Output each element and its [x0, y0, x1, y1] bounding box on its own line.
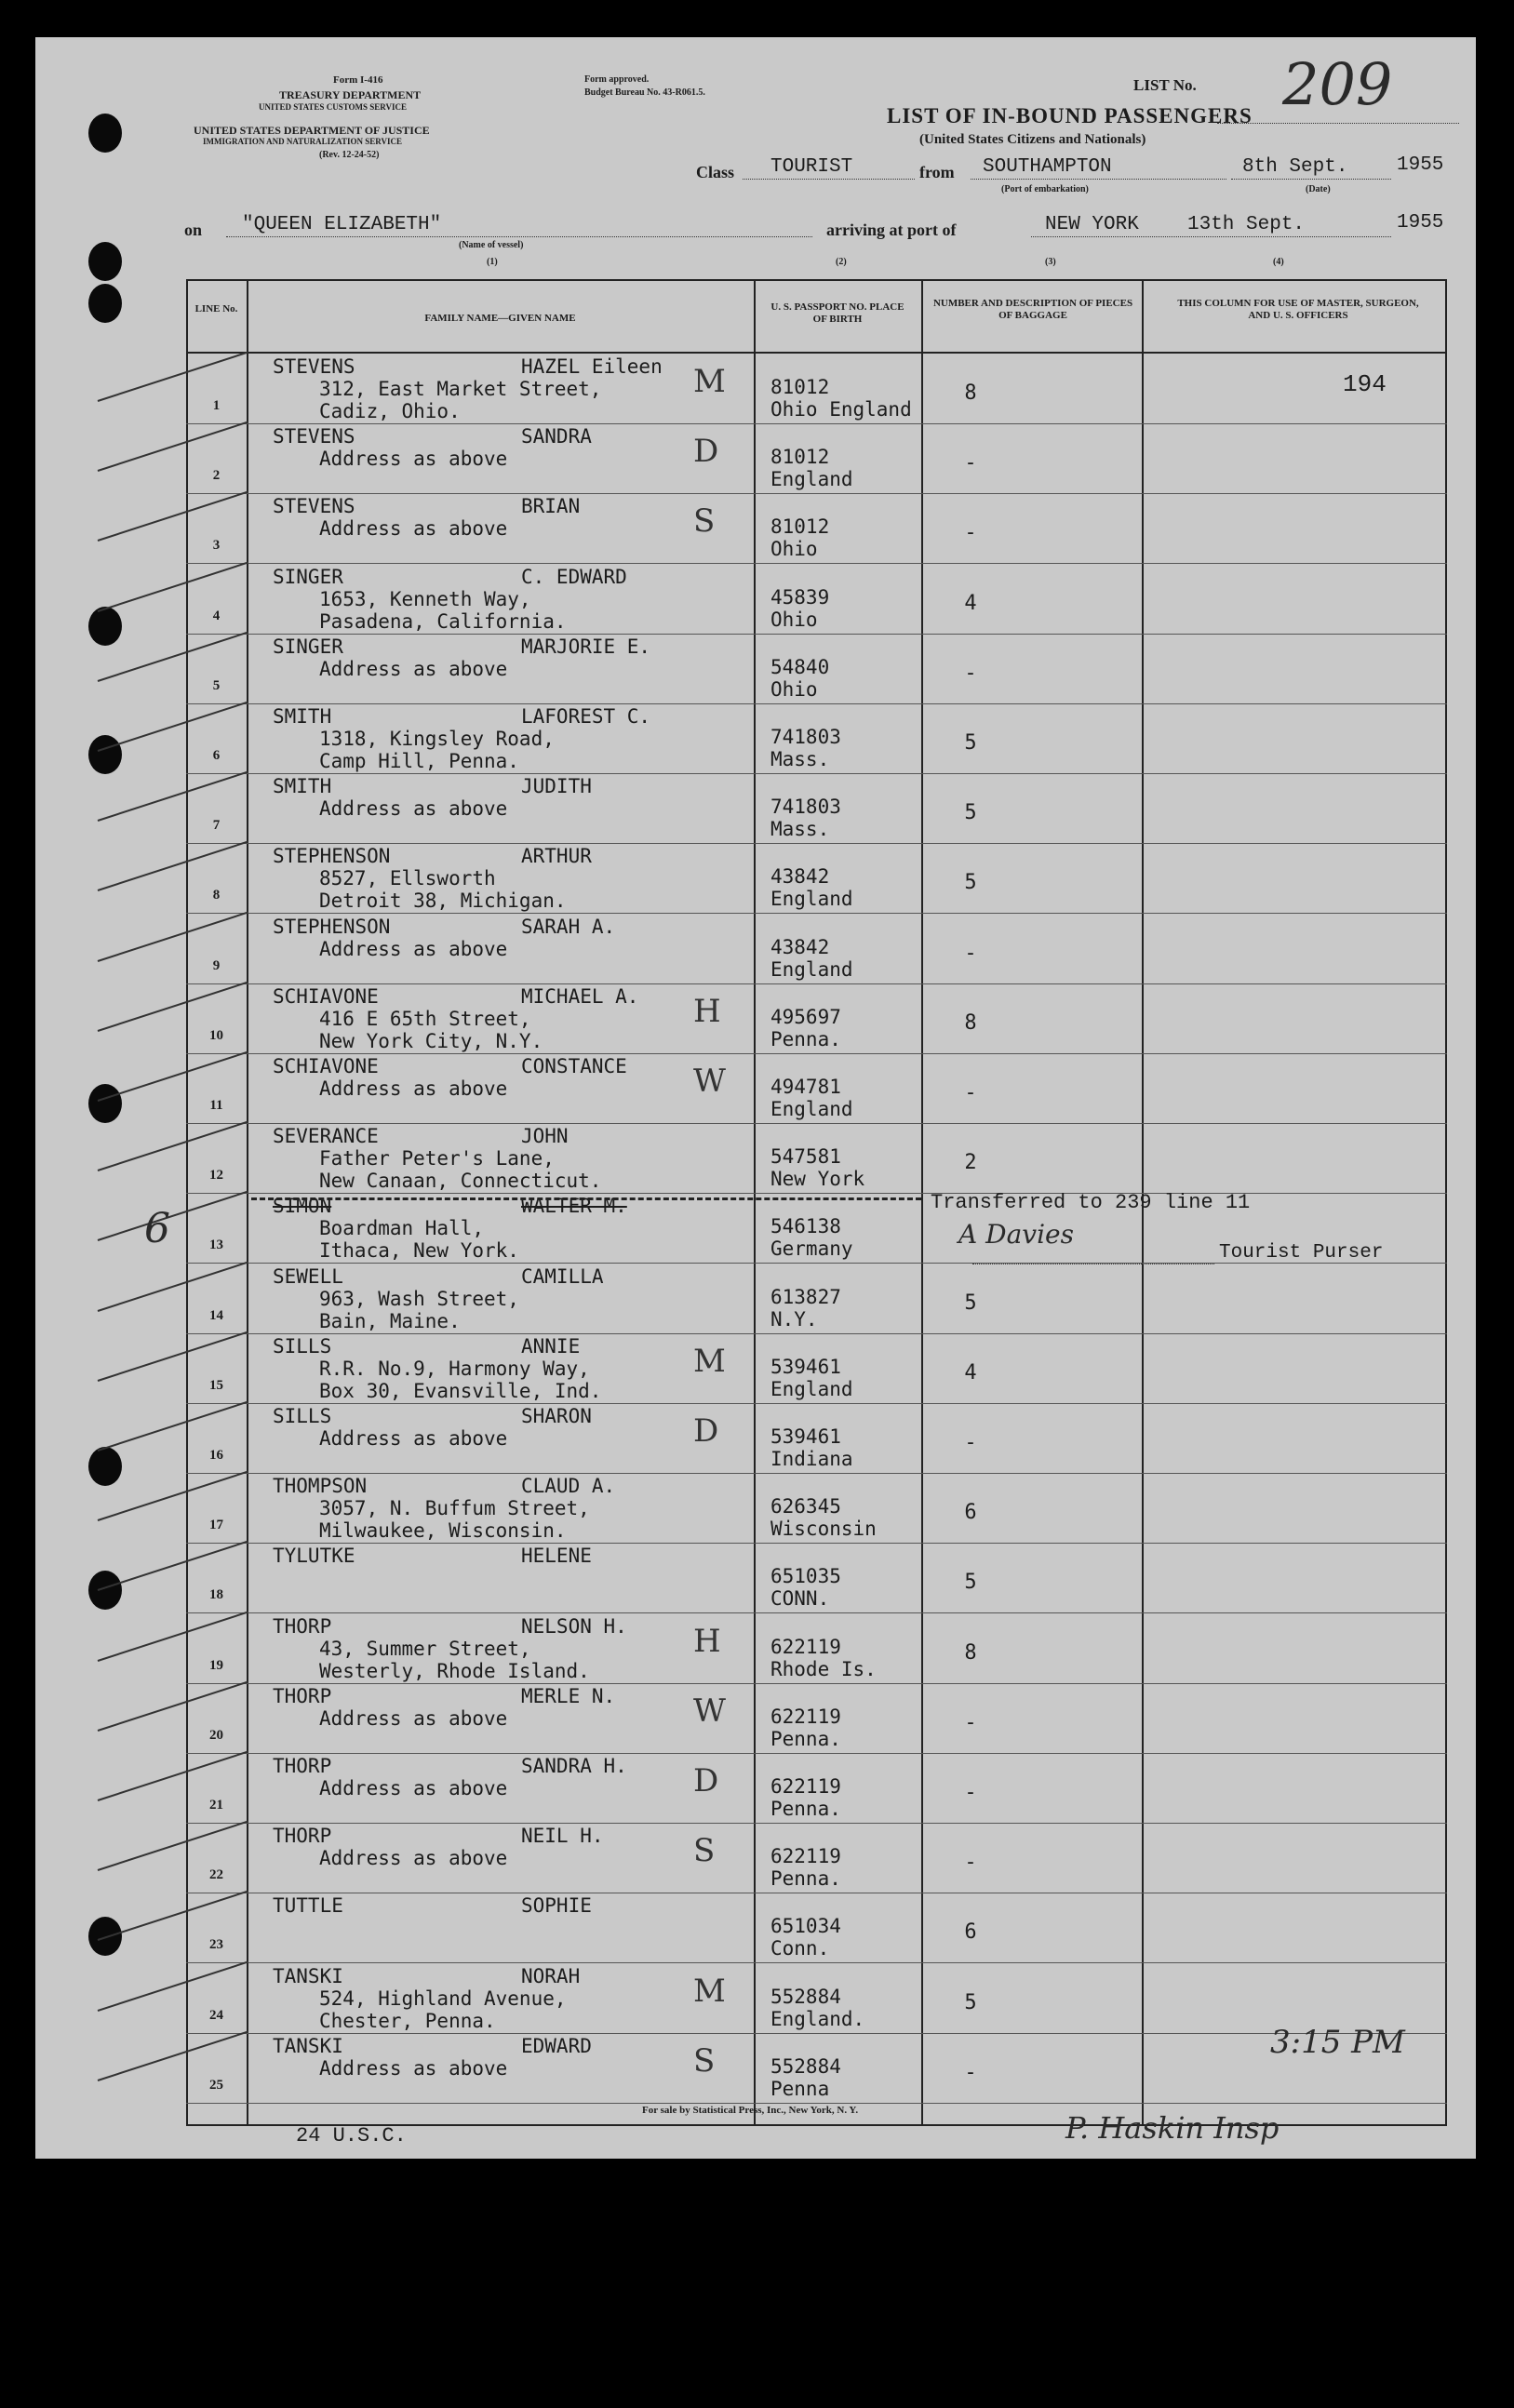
place-of-birth: England	[770, 1098, 853, 1120]
passport-number: 741803	[770, 726, 841, 748]
table-row	[186, 1963, 1447, 2034]
address-line-1: 3057, N. Buffum Street,	[319, 1497, 590, 1520]
place-of-birth: Penna.	[770, 1867, 841, 1891]
family-name: STEPHENSON	[273, 915, 391, 938]
baggage-count: -	[964, 1710, 977, 1734]
table-row	[186, 1403, 1447, 1474]
relation-mark: S	[693, 502, 716, 541]
baggage-count: -	[964, 1851, 977, 1875]
address-line-1: Father Peter's Lane,	[319, 1147, 555, 1171]
address-line-1: Address as above	[319, 2056, 508, 2080]
baggage-count: -	[964, 1431, 977, 1454]
passport-number: 613827	[770, 1285, 841, 1308]
place-of-birth: England	[770, 888, 853, 911]
form-number: Form I-416	[333, 74, 383, 86]
line-number: 10	[209, 1027, 223, 1043]
passport-number: 741803	[770, 796, 841, 819]
line-number: 14	[209, 1307, 223, 1323]
list-no-value: 209	[1282, 50, 1393, 118]
baggage-count: -	[964, 941, 977, 965]
given-name: CLAUD A.	[521, 1475, 616, 1498]
inspector-signature: P. Haskin Insp	[1065, 2110, 1280, 2146]
line-number: 1	[212, 398, 221, 413]
purser-signature: A Davies	[958, 1219, 1074, 1250]
given-name: SHARON	[521, 1405, 592, 1427]
line-number: 3	[212, 538, 221, 554]
relation-mark: D	[693, 1762, 719, 1799]
form-revision: (Rev. 12-24-52)	[319, 150, 380, 160]
address-line-1: Address as above	[319, 517, 508, 541]
given-name: SANDRA H.	[521, 1755, 627, 1777]
family-name: SEWELL	[273, 1264, 343, 1288]
passport-number: 552884	[770, 1985, 841, 2008]
line-number: 9	[212, 957, 221, 973]
given-name: LAFOREST C.	[521, 705, 651, 728]
baggage-count: -	[964, 1781, 977, 1804]
passport-number: 651034	[770, 1915, 841, 1938]
table-row	[186, 983, 1447, 1054]
header-line-no: LINE No.	[194, 303, 238, 314]
address-line-2: Detroit 38, Michigan.	[319, 890, 567, 913]
place-of-birth: England	[770, 957, 853, 981]
place-of-birth: CONN.	[770, 1587, 830, 1611]
line-number: 6	[212, 748, 221, 763]
address-line-1: 312, East Market Street,	[319, 378, 602, 400]
baggage-count: 2	[964, 1151, 977, 1175]
table-row	[186, 493, 1447, 564]
header-name: FAMILY NAME—GIVEN NAME	[424, 313, 576, 324]
col-num-1: (1)	[487, 257, 498, 267]
baggage-count: 5	[964, 801, 977, 825]
relation-mark: H	[693, 992, 721, 1030]
officer-count: 194	[1343, 370, 1387, 398]
given-name: SANDRA	[521, 425, 592, 448]
given-name: NORAH	[521, 1964, 581, 1987]
document-subtitle: (United States Citizens and Nationals)	[919, 132, 1146, 147]
baggage-count: 6	[964, 1501, 977, 1525]
document-title: LIST OF IN-BOUND PASSENGERS	[887, 104, 1253, 127]
line-number: 24	[209, 2007, 223, 2023]
header-passport: U. S. PASSPORT NO. PLACE OF BIRTH	[770, 301, 904, 325]
vessel-caption: (Name of vessel)	[459, 240, 524, 250]
place-of-birth: Penna.	[770, 1798, 841, 1820]
passport-number: 539461	[770, 1425, 841, 1448]
col-num-2: (2)	[836, 257, 847, 267]
table-row	[186, 843, 1447, 914]
punch-hole	[88, 284, 122, 323]
table-row	[186, 1683, 1447, 1754]
line-number: 19	[209, 1657, 223, 1673]
family-name: SMITH	[273, 775, 332, 798]
line-number: 22	[209, 1867, 223, 1883]
baggage-count: 8	[964, 381, 977, 405]
transfer-note: Transferred to 239 line 11	[931, 1191, 1251, 1214]
line-number: 18	[209, 1587, 223, 1603]
from-value: SOUTHAMPTON	[983, 156, 1112, 178]
family-name: THORP	[273, 1825, 332, 1848]
table-row	[186, 1053, 1447, 1124]
strike-line	[251, 1197, 921, 1200]
address-line-2: Ithaca, New York.	[319, 1239, 519, 1263]
date-caption: (Date)	[1306, 184, 1331, 194]
given-name: ANNIE	[521, 1334, 581, 1358]
passport-number: 494781	[770, 1076, 841, 1098]
arrival-year: 1955	[1397, 212, 1444, 234]
punch-hole	[88, 1447, 122, 1486]
list-no-label: LIST No.	[1133, 76, 1197, 94]
given-name: HAZEL Eileen	[521, 355, 663, 378]
baggage-count: -	[964, 1081, 977, 1104]
passport-number: 539461	[770, 1355, 841, 1378]
line-number: 8	[212, 888, 221, 903]
dept-treasury: TREASURY DEPARTMENT	[279, 88, 422, 101]
line-number: 5	[212, 677, 221, 693]
table-row	[186, 2033, 1447, 2104]
table-row	[186, 1123, 1447, 1194]
address-line-1: Address as above	[319, 1777, 508, 1799]
baggage-count: 8	[964, 1010, 977, 1035]
place-of-birth: Penna	[770, 2077, 830, 2100]
passport-number: 622119	[770, 1775, 841, 1798]
given-name: JOHN	[521, 1125, 569, 1148]
table-row	[186, 634, 1447, 704]
given-name: MARJORIE E.	[521, 635, 651, 658]
header-officers: THIS COLUMN FOR USE OF MASTER, SURGEON, AND U. S. OFFICERS	[1177, 298, 1419, 321]
line-number: 21	[209, 1798, 223, 1813]
given-name: SOPHIE	[521, 1894, 592, 1918]
baggage-count: -	[964, 451, 977, 475]
place-of-birth: Penna.	[770, 1027, 841, 1050]
place-of-birth: England	[770, 468, 853, 491]
address-line-2: Cadiz, Ohio.	[319, 400, 461, 422]
family-name: TANSKI	[273, 2034, 343, 2057]
family-name: SINGER	[273, 565, 343, 588]
dept-justice-sub: IMMIGRATION AND NATURALIZATION SERVICE	[203, 137, 402, 146]
address-line-2: New York City, N.Y.	[319, 1029, 543, 1052]
baggage-count: 5	[964, 1571, 977, 1595]
place-of-birth: Rhode Is.	[770, 1657, 877, 1680]
passport-number: 54840	[770, 655, 830, 678]
place-of-birth: Ohio	[770, 608, 818, 631]
line-number: 20	[209, 1727, 223, 1743]
address-line-2: Milwaukee, Wisconsin.	[319, 1519, 567, 1543]
given-name: WALTER M.	[521, 1195, 627, 1218]
given-name: MICHAEL A.	[521, 984, 639, 1008]
address-line-2: Westerly, Rhode Island.	[319, 1659, 590, 1682]
given-name: NELSON H.	[521, 1614, 627, 1638]
relation-mark: D	[693, 1412, 719, 1450]
col-num-3: (3)	[1045, 257, 1056, 267]
baggage-count: 4	[964, 591, 977, 615]
arrival-date: 13th Sept.	[1187, 214, 1306, 235]
passport-number: 43842	[770, 865, 830, 889]
table-row	[186, 1823, 1447, 1893]
place-of-birth: Conn.	[770, 1937, 830, 1960]
place-of-birth: New York	[770, 1168, 865, 1191]
address-line-1: Boardman Hall,	[319, 1217, 485, 1240]
class-label: Class	[696, 163, 735, 181]
place-of-birth: Ohio	[770, 677, 818, 701]
baggage-count: -	[964, 661, 977, 685]
family-name: STEVENS	[273, 355, 355, 378]
time-note: 3:15 PM	[1270, 2024, 1405, 2061]
family-name: STEVENS	[273, 425, 355, 448]
punch-hole	[88, 607, 122, 646]
line-number: 13	[209, 1237, 223, 1253]
margin-mark: 6	[144, 1205, 170, 1252]
family-name: SIMON	[273, 1195, 332, 1218]
line-number: 17	[209, 1518, 223, 1533]
address-line-1: Address as above	[319, 937, 508, 960]
baggage-count: 8	[964, 1640, 977, 1665]
address-line-1: 1318, Kingsley Road,	[319, 728, 555, 750]
arrival-port: NEW YORK	[1045, 214, 1139, 235]
address-line-2: Pasadena, California.	[319, 609, 567, 633]
address-line-2: Bain, Maine.	[319, 1309, 461, 1332]
budget-bureau: Budget Bureau No. 43-R061.5.	[584, 87, 705, 98]
line-number: 16	[209, 1448, 223, 1463]
dept-treasury-sub: UNITED STATES CUSTOMS SERVICE	[259, 102, 407, 112]
given-name: NEIL H.	[521, 1825, 604, 1848]
table-row	[186, 1543, 1447, 1613]
address-line-1: Address as above	[319, 1077, 508, 1100]
address-line-1: Address as above	[319, 797, 508, 821]
place-of-birth: Ohio England	[770, 398, 912, 421]
given-name: CONSTANCE	[521, 1055, 627, 1077]
given-name: BRIAN	[521, 495, 581, 518]
passport-number: 81012	[770, 376, 830, 398]
relation-mark: M	[693, 1342, 726, 1380]
dept-justice: UNITED STATES DEPARTMENT OF JUSTICE	[194, 124, 430, 137]
family-name: THOMPSON	[273, 1475, 368, 1498]
table-row	[186, 1264, 1447, 1334]
address-line-1: Address as above	[319, 448, 508, 471]
passport-number: 43842	[770, 935, 830, 958]
passport-number: 81012	[770, 515, 830, 539]
passport-number: 81012	[770, 446, 830, 469]
family-name: SINGER	[273, 635, 343, 658]
vessel-name: "QUEEN ELIZABETH"	[242, 214, 442, 235]
baggage-count: 5	[964, 1990, 977, 2014]
address-line-1: Address as above	[319, 1706, 508, 1730]
table-row	[186, 423, 1447, 494]
family-name: SCHIAVONE	[273, 1055, 379, 1077]
class-value: TOURIST	[770, 156, 853, 178]
table-row	[186, 1753, 1447, 1824]
address-line-1: 1653, Kenneth Way,	[319, 587, 531, 610]
punch-hole	[88, 1084, 122, 1123]
relation-mark: W	[693, 1692, 726, 1730]
port-caption: (Port of embarkation)	[1001, 184, 1089, 194]
passport-number: 546138	[770, 1215, 841, 1238]
place-of-birth: Penna.	[770, 1727, 841, 1750]
family-name: SILLS	[273, 1405, 332, 1427]
departure-year: 1955	[1397, 154, 1444, 176]
passenger-table	[144, 279, 1447, 2126]
passport-number: 651035	[770, 1565, 841, 1588]
table-row	[186, 354, 1447, 424]
address-line-1: Address as above	[319, 657, 508, 680]
address-line-1: Address as above	[319, 1847, 508, 1870]
given-name: SARAH A.	[521, 915, 616, 938]
baggage-count: 5	[964, 731, 977, 755]
line-number: 25	[209, 2077, 223, 2093]
punch-hole	[88, 735, 122, 774]
table-row	[186, 1333, 1447, 1404]
address-line-2: Box 30, Evansville, Ind.	[319, 1379, 602, 1402]
passport-number: 552884	[770, 2054, 841, 2078]
passport-number: 622119	[770, 1705, 841, 1728]
place-of-birth: Germany	[770, 1237, 853, 1261]
baggage-count: 5	[964, 1291, 977, 1315]
passport-number: 547581	[770, 1145, 841, 1169]
baggage-count: -	[964, 2060, 977, 2084]
table-row	[186, 914, 1447, 984]
baggage-count: 5	[964, 871, 977, 895]
family-name: THORP	[273, 1614, 332, 1638]
table-row	[186, 1473, 1447, 1544]
purser-title: Tourist Purser	[1219, 1242, 1384, 1264]
address-line-1: R.R. No.9, Harmony Way,	[319, 1357, 590, 1380]
address-line-2: New Canaan, Connecticut.	[319, 1170, 602, 1193]
family-name: TYLUTKE	[273, 1545, 355, 1568]
relation-mark: S	[693, 1832, 716, 1870]
place-of-birth: Mass.	[770, 818, 830, 841]
given-name: C. EDWARD	[521, 565, 627, 588]
given-name: JUDITH	[521, 775, 592, 798]
line-number: 2	[212, 468, 221, 484]
table-row	[186, 703, 1447, 774]
relation-mark: W	[693, 1063, 726, 1100]
family-name: SEVERANCE	[273, 1125, 379, 1148]
relation-mark: H	[693, 1622, 721, 1660]
line-number: 7	[212, 818, 221, 834]
header-baggage: NUMBER AND DESCRIPTION OF PIECES OF BAGGAGE	[932, 298, 1133, 321]
form-approved: Form approved.	[584, 74, 650, 85]
relation-mark: M	[693, 363, 726, 400]
passport-number: 495697	[770, 1005, 841, 1028]
line-number: 15	[209, 1377, 223, 1393]
line-number: 11	[209, 1098, 223, 1113]
from-label: from	[919, 163, 955, 181]
given-name: CAMILLA	[521, 1264, 604, 1288]
baggage-count: -	[964, 521, 977, 545]
family-name: SILLS	[273, 1334, 332, 1358]
place-of-birth: Indiana	[770, 1448, 853, 1470]
passport-number: 626345	[770, 1495, 841, 1518]
punch-hole	[88, 242, 122, 281]
footer-statute: 24 U.S.C.	[296, 2124, 407, 2147]
place-of-birth: Ohio	[770, 538, 818, 561]
place-of-birth: Wisconsin	[770, 1518, 877, 1541]
passport-number: 622119	[770, 1845, 841, 1868]
table-row	[186, 564, 1447, 635]
place-of-birth: England.	[770, 2007, 865, 2030]
col-num-4: (4)	[1273, 257, 1284, 267]
address-line-2: Camp Hill, Penna.	[319, 750, 519, 772]
passport-number: 45839	[770, 585, 830, 609]
address-line-1: 524, Highland Avenue,	[319, 1987, 567, 2010]
punch-hole	[88, 1571, 122, 1610]
address-line-1: 43, Summer Street,	[319, 1637, 531, 1660]
baggage-count: 4	[964, 1360, 977, 1385]
family-name: TANSKI	[273, 1964, 343, 1987]
departure-date: 8th Sept.	[1242, 156, 1348, 178]
family-name: SCHIAVONE	[273, 984, 379, 1008]
table-row	[186, 1893, 1447, 1963]
family-name: SMITH	[273, 705, 332, 728]
given-name: EDWARD	[521, 2034, 592, 2057]
family-name: THORP	[273, 1755, 332, 1777]
punch-hole	[88, 114, 122, 153]
given-name: MERLE N.	[521, 1684, 616, 1707]
passport-number: 622119	[770, 1635, 841, 1658]
line-number: 4	[212, 608, 221, 623]
given-name: ARTHUR	[521, 845, 592, 868]
family-name: TUTTLE	[273, 1894, 343, 1918]
line-number: 12	[209, 1168, 223, 1184]
address-line-1: 963, Wash Street,	[319, 1287, 519, 1310]
family-name: STEVENS	[273, 495, 355, 518]
place-of-birth: N.Y.	[770, 1307, 818, 1331]
footer-printer: For sale by Statistical Press, Inc., New York, N. Y.	[642, 2105, 859, 2116]
address-line-1: 416 E 65th Street,	[319, 1007, 531, 1030]
table-row	[186, 773, 1447, 844]
relation-mark: S	[693, 2041, 716, 2080]
place-of-birth: Mass.	[770, 748, 830, 770]
relation-mark: D	[693, 433, 719, 471]
place-of-birth: England	[770, 1377, 853, 1400]
relation-mark: M	[693, 1972, 726, 2010]
address-line-1: Address as above	[319, 1427, 508, 1450]
baggage-count: 6	[964, 1920, 977, 1945]
arriving-label: arriving at port of	[826, 221, 957, 239]
given-name: HELENE	[521, 1545, 592, 1568]
family-name: STEPHENSON	[273, 845, 391, 868]
line-number: 23	[209, 1937, 223, 1953]
table-row	[186, 1613, 1447, 1684]
family-name: THORP	[273, 1684, 332, 1707]
address-line-1: 8527, Ellsworth	[319, 867, 496, 890]
address-line-2: Chester, Penna.	[319, 2009, 496, 2032]
on-label: on	[184, 221, 203, 239]
